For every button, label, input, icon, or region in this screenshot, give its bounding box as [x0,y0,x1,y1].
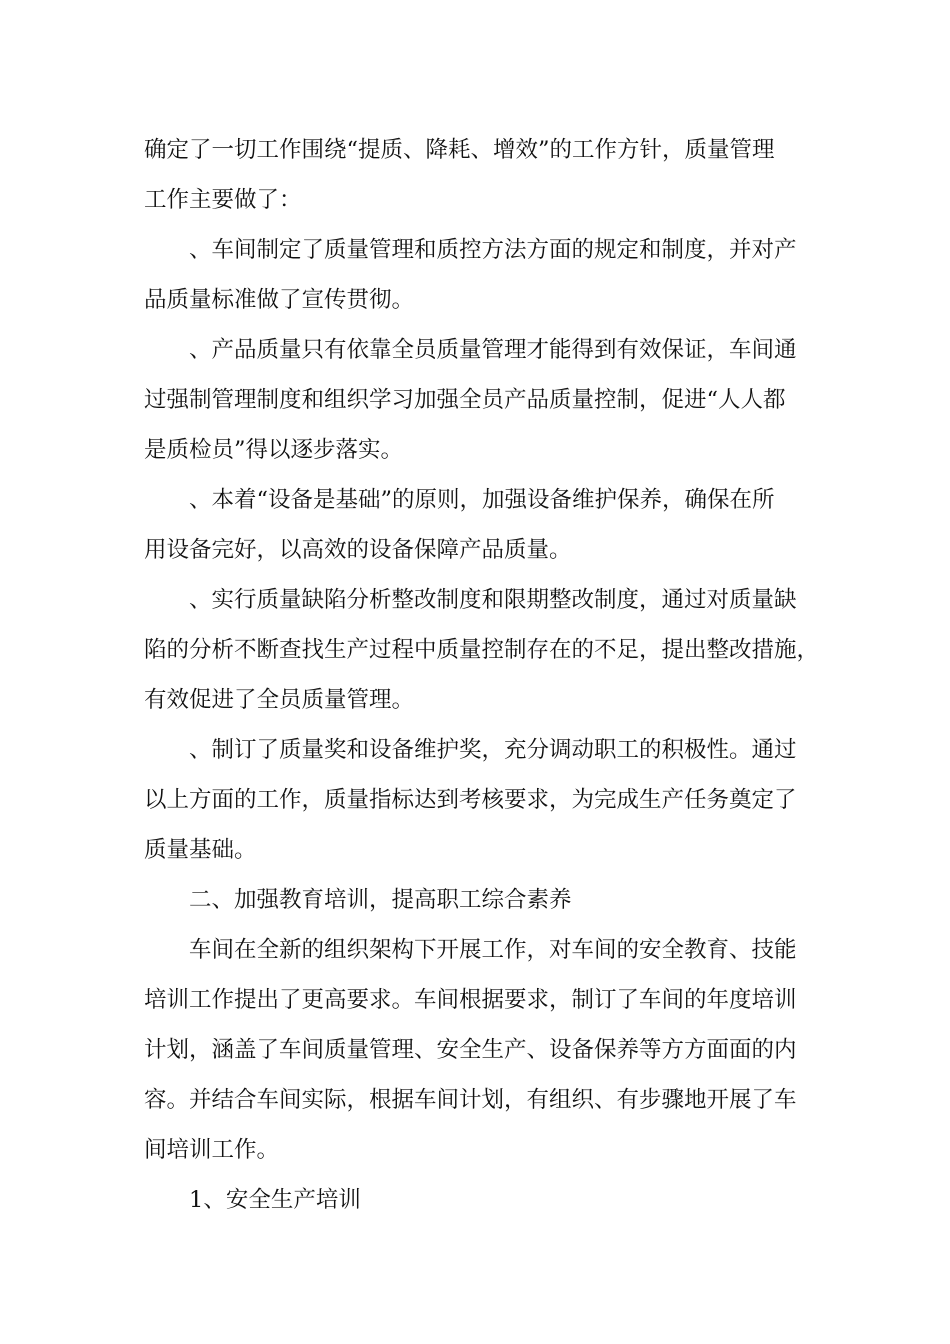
text-line: 、产品质量只有依靠全员质量管理才能得到有效保证，车间通 [189,337,797,363]
text-line: 品质量标准做了宣传贯彻。 [144,287,415,313]
paragraph-5 [144,575,820,725]
section-heading-2 [144,875,809,925]
paragraph-1 [144,125,809,225]
subsection-heading-1 [144,1175,809,1225]
paragraph-3 [144,325,809,475]
text-line: 以上方面的工作，质量指标达到考核要求，为完成生产任务奠定了 [144,787,797,813]
text-line: 、车间制定了质量管理和质控方法方面的规定和制度，并对产 [189,237,797,263]
heading-text: 二、加强教育培训，提高职工综合素养 [189,887,572,913]
paragraph-4 [144,475,809,575]
text-line: 过强制管理制度和组织学习加强全员产品质量控制，促进“人人都 [144,387,786,413]
text-line: 陷的分析不断查找生产过程中质量控制存在的不足，提出整改措施， [144,637,820,663]
text-line: 、实行质量缺陷分析整改制度和限期整改制度，通过对质量缺 [189,587,797,613]
text-line: 间培训工作。 [144,1137,280,1163]
paragraph-2 [144,225,809,325]
text-line: 确定了一切工作围绕“提质、降耗、增效”的工作方针，质量管理 [144,137,775,163]
text-line: 、本着“设备是基础”的原则，加强设备维护保养，确保在所 [189,487,775,513]
document-page [144,125,820,1225]
text-line: 培训工作提出了更高要求。车间根据要求，制订了车间的年度培训 [144,987,797,1013]
paragraph-6 [144,725,809,875]
text-line: 用设备完好，以高效的设备保障产品质量。 [144,537,572,563]
text-line: 是质检员”得以逐步落实。 [144,437,404,463]
text-line: 工作主要做了： [144,187,302,213]
text-line: 有效促进了全员质量管理。 [144,687,415,713]
text-line: 计划，涵盖了车间质量管理、安全生产、设备保养等方方面面的内 [144,1037,797,1063]
heading-text: 1、安全生产培训 [189,1187,361,1213]
text-line: 质量基础。 [144,837,257,863]
text-line: 、制订了质量奖和设备维护奖，充分调动职工的积极性。通过 [189,737,797,763]
paragraph-8 [144,925,809,1175]
text-line: 车间在全新的组织架构下开展工作，对车间的安全教育、技能 [189,937,797,963]
text-line: 容。并结合车间实际，根据车间计划，有组织、有步骤地开展了车 [144,1087,797,1113]
